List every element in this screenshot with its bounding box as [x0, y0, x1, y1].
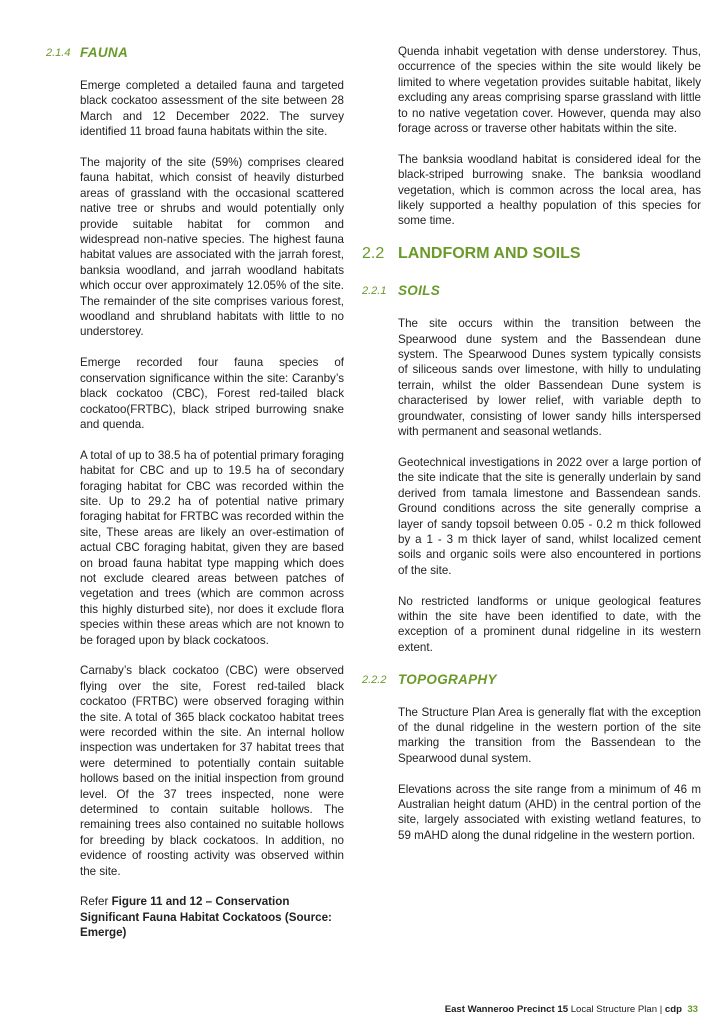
paragraph: No restricted landforms or unique geological features within the site have been identified to date, with the exception of a prominent dunal ridgeline in its western extent. — [398, 594, 701, 654]
paragraph: Elevations across the site range from a minimum of 46 m Australian height datum (AHD) in the central portion of the site, largely associated with existing wetland features, to 59 mAHD along the dunal ridgeline in the western portion. — [398, 782, 701, 842]
figure-reference — [80, 894, 344, 940]
footer-brand: cdp — [664, 1004, 682, 1015]
footer-document-name: Local Structure Plan | — [568, 1004, 665, 1015]
page-number: 33 — [687, 1004, 698, 1015]
paragraph: The majority of the site (59%) comprises cleared fauna habitat, which consist of heavily disturbed areas of grassland with the occasional scattered native tree or shrubs and would potentially only provide suitable habitat for common and widespread non-native species. The highest fauna habitat values are associated with the jarrah forest, banksia woodland, and jarrah woodland habitats which occur over approximately 12.05% of the site. The remainder of the site comprises various forest, woodland and shrubland habitats with little to no understorey. — [80, 156, 344, 339]
section-title: SOILS — [398, 283, 441, 299]
paragraph: Emerge recorded four fauna species of conservation significance within the site: Caranby’s black cockatoo (CBC), Forest red-tailed black cockatoo(FRTBC), black striped burrowing snake and quenda. — [80, 356, 344, 431]
footer-project-name: East Wanneroo Precinct 15 — [444, 1004, 569, 1015]
section-title: LANDFORM AND SOILS — [398, 245, 581, 263]
paragraph: A total of up to 38.5 ha of potential primary foraging habitat for CBC and up to 19.5 ha of secondary foraging habitat for CBC was recorded within the site. Up to 29.2 ha of potential native primary foraging habitat for FRTBC was recorded within the site, These areas are likely an over-estimation of actual CBC foraging habitat, given they are based on broad fauna habitat type mapping which does not exclude cleared areas between patches of vegetation and trees (which are common across this highly disturbed site), nor does it exclude flora species within these areas which are not known to be foraged upon by black cockatoos. — [80, 448, 344, 647]
figure-reference-link[interactable]: Figure 11 and 12 – Conservation Significant Fauna Habitat Cockatoos (Source: Emerge) — [80, 895, 332, 940]
right-column — [358, 44, 706, 859]
left-column — [0, 44, 370, 956]
paragraph: Emerge completed a detailed fauna and targeted black cockatoo assessment of the site between 28 March and 12 December 2022. The survey identified 11 broad fauna habitats within the site. — [80, 79, 344, 139]
section-number: 2.2 — [362, 245, 385, 263]
paragraph: Quenda inhabit vegetation with dense understorey. Thus, occurrence of the species within the site would likely be limited to where vegetation provides suitable habitat, likely excluding any areas comprising sparse grassland with little to no native vegetation cover. However, quenda may also forage across or traverse other habitats within the site. — [398, 45, 701, 136]
section-heading-fauna — [0, 44, 370, 64]
figure-reference-prefix: Refer — [80, 895, 112, 909]
paragraph: Geotechnical investigations in 2022 over a large portion of the site indicate that the site is generally underlain by sand derived from tamala limestone and Bassendean sands. Ground conditions across the site generally comprise a layer of sandy topsoil between 0.05 - 0.2 m thick followed by a 1 - 3 m thick layer of sand, whilst localized cement soils and organic soils were also encountered in portions of the site. — [398, 455, 701, 577]
section-number: 2.2.1 — [362, 285, 387, 298]
section-heading-topography — [358, 671, 706, 691]
page-footer — [445, 1004, 698, 1015]
paragraph: The Structure Plan Area is generally flat with the exception of the dunal ridgeline in the western portion of the site marking the transition from the Bassendean to the Spearwood dunal system. — [398, 705, 701, 765]
paragraph: The site occurs within the transition between the Spearwood dune system and the Bassendean dune system. The Spearwood Dunes system typically consists of siliceous sands over limestone, with hilly to undulating terrain, whilst the older Bassendean Dune system is characterised by lower relief, with variable depth to groundwater, consisting of lower sandy hills interspersed with permanent and seasonal wetlands. — [398, 317, 701, 439]
section-number: 2.1.4 — [46, 47, 71, 59]
section-heading-soils — [358, 282, 706, 302]
paragraph: Carnaby’s black cockatoo (CBC) were observed flying over the site, Forest red-tailed black cockatoo (FRTBC) were observed foraging within the site. A total of 365 black cockatoo habitat trees were recorded within the site. An internal hollow inspection was undertaken for 37 habitat trees that were determined to potentially contain suitable hollows based on the initial inspection from ground level. Of the 37 trees inspected, none were determined to contain suitable hollows. The remaining trees also contained no suitable hollows for breeding by black cockatoos. In addition, no evidence of roosting activity was observed within the site. — [80, 664, 344, 878]
section-heading-landform — [358, 244, 706, 268]
section-number: 2.2.2 — [362, 673, 387, 686]
paragraph: The banksia woodland habitat is considered ideal for the black-striped burrowing snake. The banksia woodland vegetation, which is common across the local area, has likely supported a healthy population of this species for some time. — [398, 152, 701, 228]
section-title: TOPOGRAPHY — [398, 671, 497, 687]
section-title: FAUNA — [80, 45, 128, 60]
